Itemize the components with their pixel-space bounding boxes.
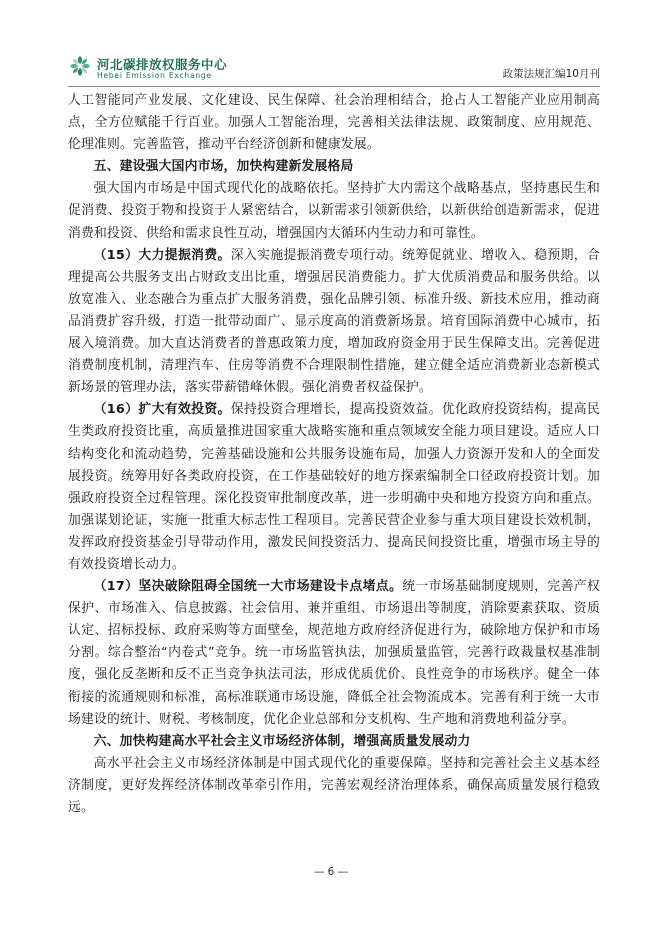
section-heading-6: 六、加快构建高水平社会主义市场经济体制，增强高质量发展动力 xyxy=(93,733,471,749)
item-17-title: （17）坚决破除阻碍全国统一大市场建设卡点堵点。 xyxy=(93,579,403,595)
issue-title: 政策法规汇编10月刊 xyxy=(502,68,600,80)
item-16-title: （16）扩大有效投资。 xyxy=(93,402,231,418)
item-16-body: 保持投资合理增长，提高投资效益。优化政府投资结构，提高民生类政府投资比重，高质量推进国家重大战略实施和重点领域安全能力项目建设。适应人口结构变化和流动趋势，完善基础设施和公共服务设施布局，加强人力资源开发和人的全面发展投资。统筹用好各类政府投资，在工作基础较好的地方探索编制全口径政府投资计划。加强政府投资全过程管理。深化投资审批制度改革，进一步明确中央和地方投资方向和重点。加强谋划论证，实施一批重大标志性工程项目。完善民营企业参与重大项目建设长效机制，发挥政府投资基金引导带动作用，激发民间投资活力、提高民间投资比重，增强市场主导的有效投资增长动力。 xyxy=(68,402,600,572)
org-name-cn: 河北碳排放权服务中心 xyxy=(97,57,228,72)
item-17-body: 统一市场基础制度规则，完善产权保护、市场准入、信息披露、社会信用、兼并重组、市场退出等制度，消除要素获取、资质认定、招标投标、政府采购等方面壁垒，规范地方政府经济促进行为，破除地方保护和市场分割。综合整治“内卷式”竞争。统一市场监管执法，加强质量监管，完善行政裁量权基准制度，强化反垄断和反不正当竞争执法司法，形成优质优价、良性竞争的市场秩序。健全一体衔接的流通规则和标准，高标准联通市场设施，降低全社会物流成本。完善有利于统一大市场建设的统计、财税、考核制度，优化企业总部和分支机构、生产地和消费地利益分享。 xyxy=(68,579,601,727)
paragraph-item-16 xyxy=(68,399,600,576)
page-number: — 6 — xyxy=(313,866,349,878)
paragraph-item-17 xyxy=(68,576,600,731)
page-header xyxy=(68,52,600,87)
leaf-ring-logo-icon xyxy=(68,54,92,78)
paragraph-item-15 xyxy=(68,245,600,400)
item-15-title: （15）大力提振消费。 xyxy=(93,247,231,263)
org-name-en: Hebei Emission Exchange xyxy=(97,71,212,80)
paragraph-market-economy: 高水平社会主义市场经济体制是中国式现代化的重要保障。坚持和完善社会主义基本经济制度，更好发挥经济体制改革牵引作用，完善宏观经济治理体系，确保高质量发展行稳致远。 xyxy=(68,755,600,815)
item-15-body: 深入实施提振消费专项行动。统筹促就业、增收入、稳预期，合理提高公共服务支出占财政支出比重，增强居民消费能力。扩大优质消费品和服务供给。以放宽准入、业态融合为重点扩大服务消费，强化品牌引领、标准升级、新技术应用，推动商品消费扩容升级，打造一批带动面广、显示度高的消费新场景。培育国际消费中心城市，拓展入境消费。加大直达消费者的普惠政策力度，增加政府资金用于民生保障支出。完善促进消费制度机制，清理汽车、住房等消费不合理限制性措施，建立健全适应消费新业态新模式新场景的管理办法，落实带薪错峰休假。强化消费者权益保护。 xyxy=(68,247,600,396)
paragraph-domestic-market: 强大国内市场是中国式现代化的战略依托。坚持扩大内需这个战略基点，坚持惠民生和促消费、投资于物和投资于人紧密结合，以新需求引领新供给，以新供给创造新需求，促进消费和投资、供给和需求良性互动，增强国内大循环内生动力和可靠性。 xyxy=(68,181,600,241)
paragraph-continued: 人工智能同产业发展、文化建设、民生保障、社会治理相结合，抢占人工智能产业应用制高点，全方位赋能千行百业。加强人工智能治理，完善相关法律法规、政策制度、应用规范、伦理准则。完善监管，推动平台经济创新和健康发展。 xyxy=(68,93,600,153)
section-heading-5: 五、建设强大国内市场，加快构建新发展格局 xyxy=(93,159,354,175)
document-body xyxy=(68,90,600,819)
